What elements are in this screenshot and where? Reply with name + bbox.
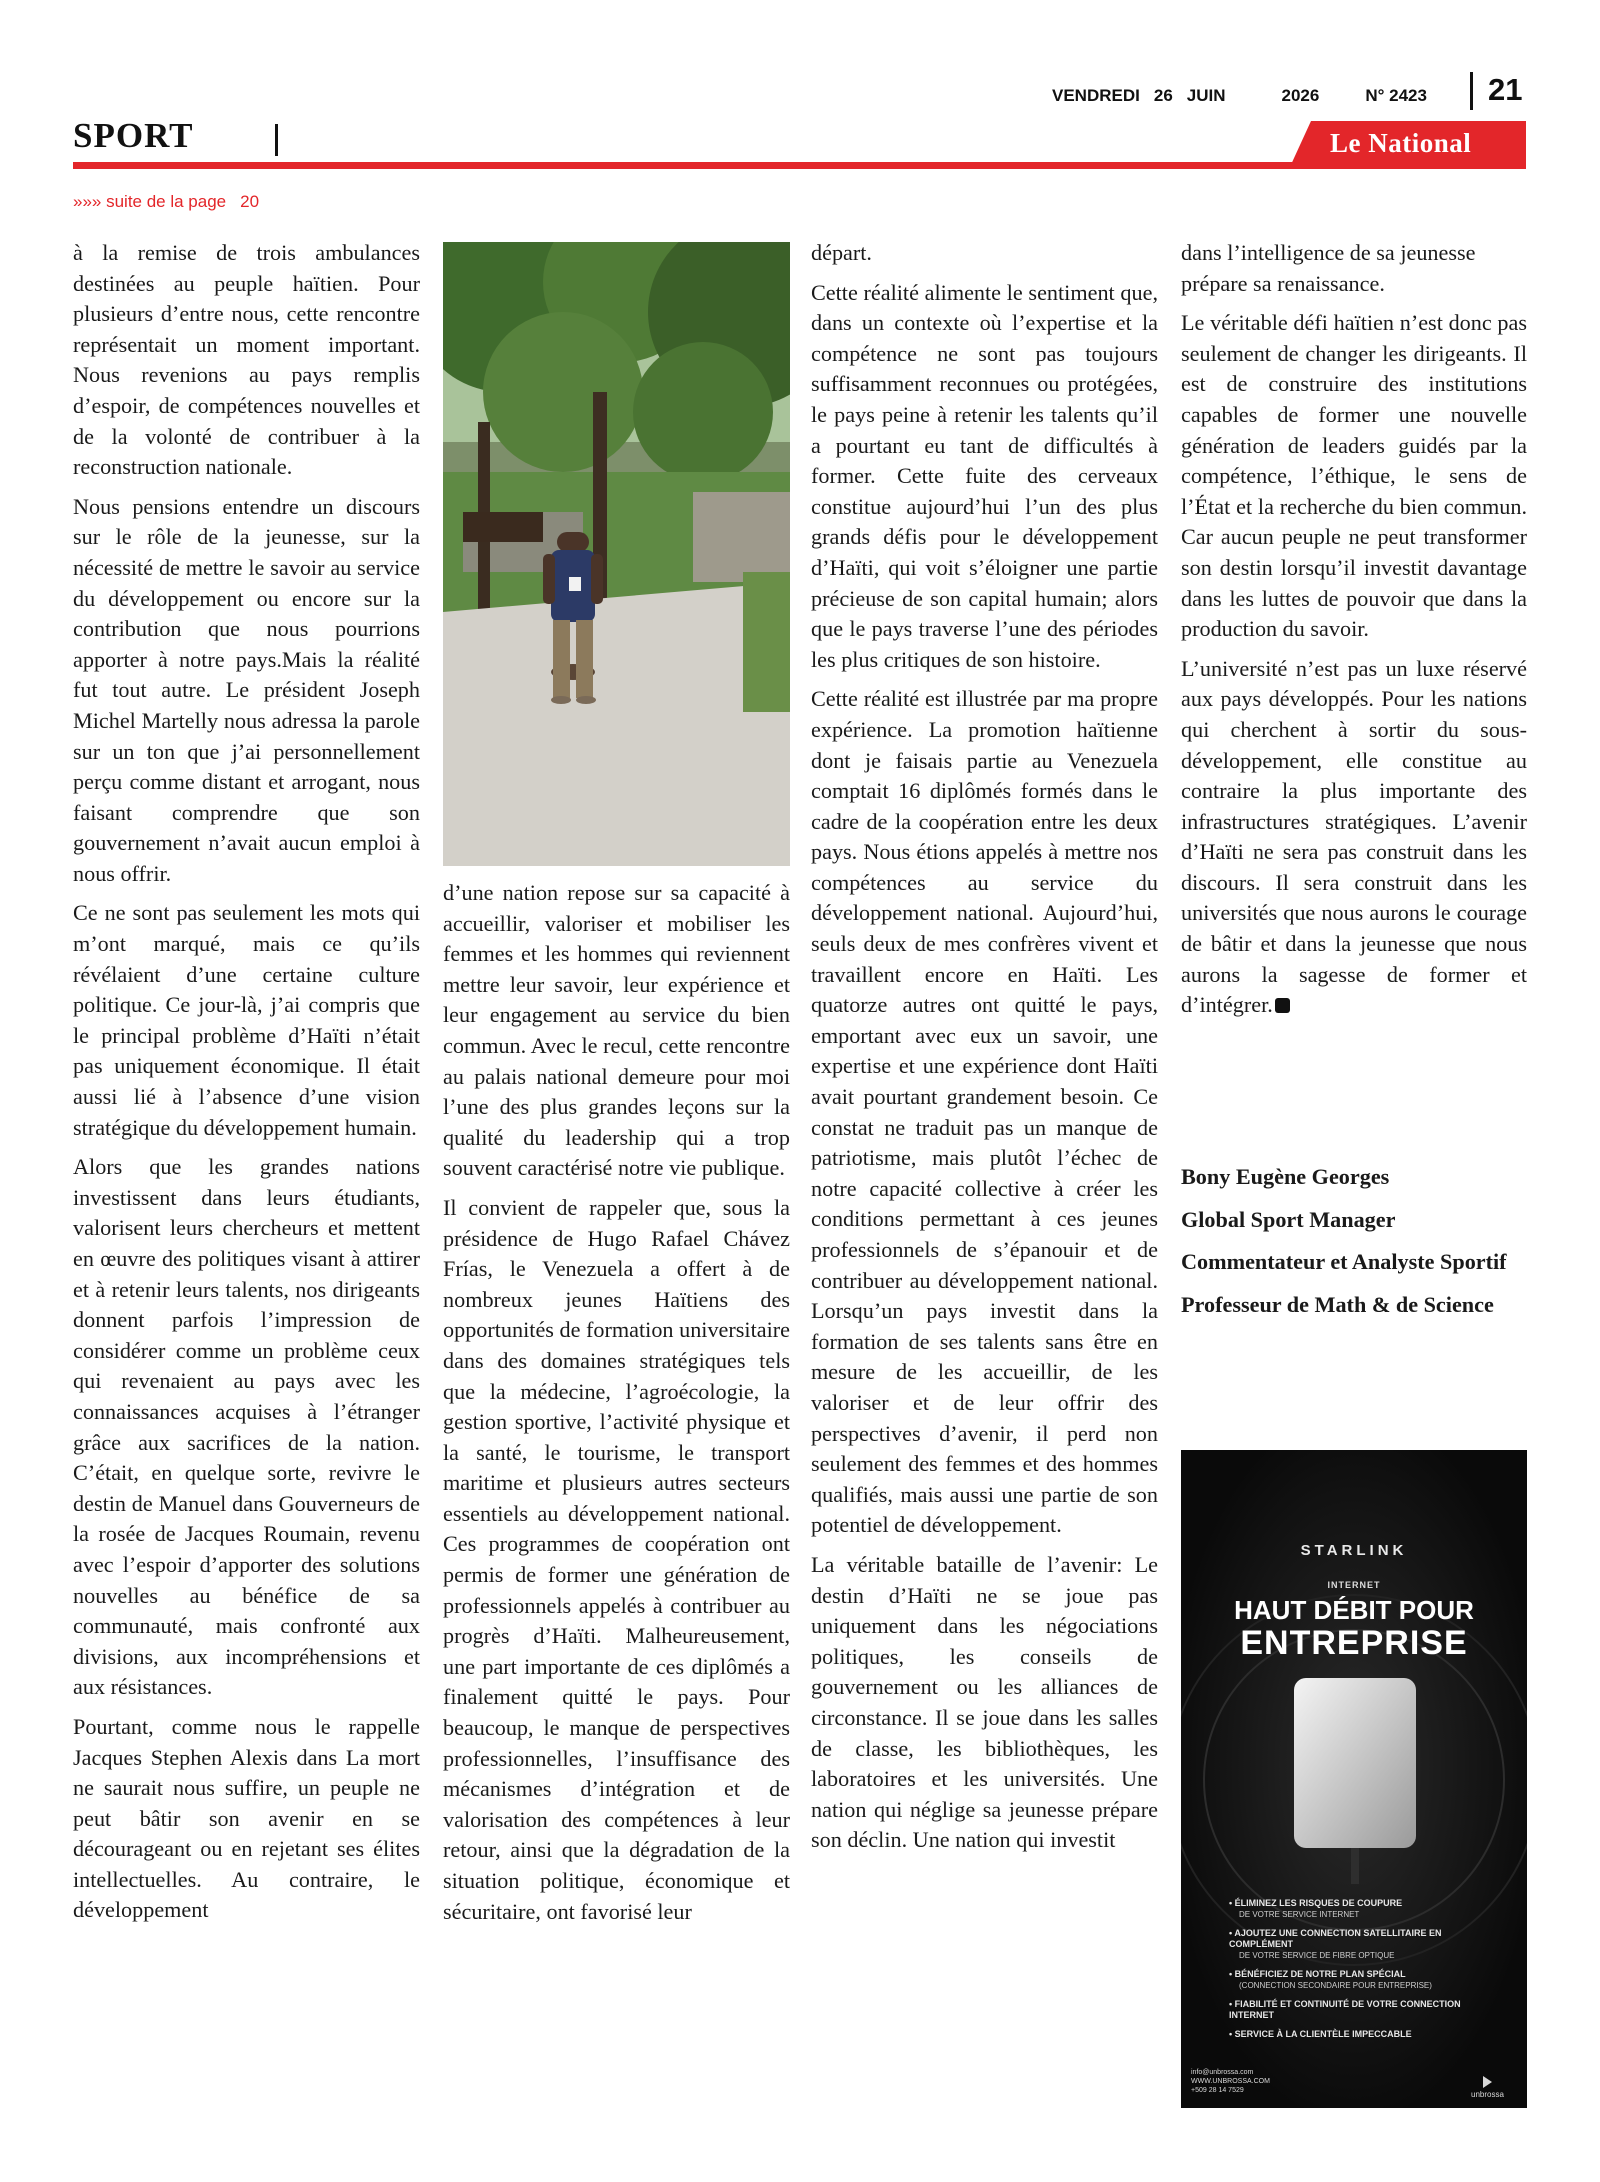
ad-brand: STARLINK	[1300, 1542, 1408, 1559]
brand-name: Le National	[1330, 128, 1472, 158]
paragraph: Ce ne sont pas seulement les mots qui m’ont marqué, mais ce qu’ils révélaient d’une certaine culture politique. Ce jour-là, j’ai compris que le principal problème d’Haïti n’était pas uniquement économique. Il était aussi lié à l’absence d’une vision stratégique du développement humain.	[73, 900, 420, 1140]
play-icon	[1483, 2076, 1492, 2088]
article-column-4	[1181, 238, 1527, 1030]
paragraph-text: L’université n’est pas un luxe réservé aux pays développés. Pour les nations qui cherchent à sortir du sous-développement, elle constitue au contraire la plus importante des infrastructures stratégiques. L’avenir d’Haïti ne sera pas construit dans les discours. Il sera construit dans les universités que nous aurons le courage de bâtir et dans la jeunesse que nous aurons la sagesse de former et d’intégrer.	[1181, 655, 1527, 1018]
author-title: Commentateur et Analyste Sportif	[1181, 1249, 1507, 1275]
paragraph: départ.	[811, 240, 872, 265]
article-column-2	[443, 878, 790, 1936]
ad-contact	[1191, 2068, 1270, 2095]
paragraph: Pourtant, comme nous le rappelle Jacques Stephen Alexis dans La mort ne saurait nous suffire, un peuple ne peut bâtir son avenir en se décourageant ou en rejetant ses élites intellectuelles. Au contraire, le développement	[73, 1713, 420, 1923]
paragraph: à la remise de trois ambulances destinées au peuple haïtien. Pour plusieurs d’entre nous, cette rencontre représentait un moment important. Nous revenions au pays remplis d’espoir, de compétences nouvelles et de la volonté de contribuer à la reconstruction nationale.	[73, 240, 420, 480]
article-column-3	[811, 238, 1158, 1865]
continued-prefix: »»» suite de la page	[73, 192, 227, 211]
end-mark-icon	[1275, 998, 1290, 1013]
issue-number: N° 2423	[1365, 86, 1427, 105]
paragraph: Cette réalité est illustrée par ma propre expérience. La promotion haïtienne dont je faisais partie au Venezuela comptait 16 diplômés formés dans le cadre de la coopération entre les deux pays. Nous étions appelés à mettre nos compétences au service du développement national. Aujourd’hui, seuls deux de mes confrères vivent et travaillent encore en Haïti. Les quatorze autres ont quitté le pays, emportant avec eux un savoir, une expertise et une expérience dont Haïti avait pourtant grandement besoin. Ce constat ne traduit pas un manque de patriotisme, mais plutôt l’échec de notre capacité collective à créer les conditions permettant à ces jeunes professionnels de s’épanouir et de contribuer au développement national. Lorsqu’un pays investit dans la formation de ses talents sans être en mesure de les accueillir, de les valoriser et de leur offrir des perspectives d’avenir, il perd non seulement des femmes et des hommes qualifiés, mais aussi une partie de son potentiel de développement.	[811, 686, 1158, 1538]
ad-bullet	[1229, 1969, 1499, 1991]
paragraph: Le véritable défi haïtien n’est donc pas seulement de changer les dirigeants. Il est de construire des institutions capables de former une nouvelle génération de leaders guidés par la compétence, l’éthique, le sens de l’État et la recherche du bien commun. Car aucun peuple ne peut transformer son destin lorsqu’il investit davantage dans les luttes de pouvoir que dans la production du savoir.	[1181, 310, 1527, 642]
author-name: Bony Eugène Georges	[1181, 1164, 1390, 1189]
paragraph	[1181, 654, 1527, 1021]
page-number: 21	[1488, 72, 1523, 107]
issue-month: JUIN	[1186, 86, 1226, 105]
paragraph: Il convient de rappeler que, sous la présidence de Hugo Rafael Chávez Frías, le Venezuela a offert à de nombreux jeunes Haïtiens des opportunités de formation universitaire dans des domaines stratégiques tels que la médecine, l’agroécologie, la gestion sportive, l’activité physique et la santé, le tourisme, le transport maritime et plusieurs autres secteurs essentiels au développement national. Ces programmes de coopération ont permis de former une génération de professionnels appelés à contribuer au progrès d’Haïti. Malheureusement, une part importante de ces diplômés a finalement quitté le pays. Pour beaucoup, le manque de perspectives professionnelles, l’insuffisance des mécanismes d’intégration et de valorisation des compétences à leur retour, ainsi que la dégradation de la situation politique, économique et sécuritaire, ont favorisé leur	[443, 1194, 790, 1924]
author-title: Global Sport Manager	[1181, 1206, 1396, 1232]
ad-kicker: INTERNET	[1327, 1580, 1381, 1590]
article-column-1	[73, 238, 420, 1935]
article-photo	[443, 242, 790, 866]
ad-headline: HAUT DÉBIT POUR	[1234, 1595, 1474, 1625]
ad-bullet-main: • SERVICE À LA CLIENTÈLE IMPECCABLE	[1229, 2029, 1412, 2039]
continued-from	[73, 192, 259, 212]
ad-bullet-sub: DE VOTRE SERVICE DE FIBRE OPTIQUE	[1239, 1951, 1395, 1960]
paragraph: d’une nation repose sur sa capacité à accueillir, valoriser et mobiliser les femmes et les hommes qui reviennent mettre leur savoir, leur expérience et leur engagement au service du bien commun. Avec le recul, cette rencontre au palais national demeure pour moi l’une des plus grandes leçons sur la qualité du leadership qui a trop souvent caractérisé notre vie publique.	[443, 880, 790, 1181]
ad-bullet-main: • BÉNÉFICIEZ DE NOTRE PLAN SPÉCIAL	[1229, 1969, 1406, 1979]
paragraph: La véritable bataille de l’avenir: Le destin d’Haïti ne se joue pas uniquement dans les négociations politiques, les conseils de gouvernement ou les alliances de circonstance. Il se joue dans les salles de classe, les bibliothèques, les laboratoires et les universités. Une nation qui néglige sa jeunesse prépare son déclin. Une nation qui investit	[811, 1551, 1158, 1853]
issue-date-day: 26	[1153, 86, 1173, 105]
ad-bullet-main: • FIABILITÉ ET CONTINUITÉ DE VOTRE CONNECTION INTERNET	[1229, 1999, 1461, 2020]
masthead-divider	[1470, 72, 1473, 110]
advertisement[interactable]	[1181, 1450, 1527, 2108]
ad-bullet-main: • ÉLIMINEZ LES RISQUES DE COUPURE	[1229, 1898, 1403, 1908]
ad-bullet-sub: (CONNECTION SECONDAIRE POUR ENTREPRISE)	[1239, 1981, 1432, 1990]
paragraph: Nous pensions entendre un discours sur le rôle de la jeunesse, sur la nécessité de mettre le savoir au service du développement ou encore sur la contribution que nous pourrions apporter à notre pays.Mais la réalité fut tout autre. Le président Joseph Michel Martelly nous adressa la parole sur un ton que j’ai personnellement perçu comme distant et arrogant, nous faisant comprendre que son gouvernement n’avait aucun emploi à nous offrir.	[73, 493, 420, 886]
paragraph: Alors que les grandes nations investissent dans leurs étudiants, valorisent leurs chercheurs et mettent en œuvre des politiques visant à attirer et à retenir leurs talents, nos dirigeants donnent parfois l’impression de considérer comme un problème ceux qui revenaient au pays avec les connaissances acquises à l’étranger grâce aux sacrifices de la nation. C’était, en quelque sorte, revivre le destin de Manuel dans Gouverneurs de la rosée de Jacques Roumain, revenu avec l’espoir d’apporter des solutions nouvelles au bénéfice de sa communauté, mais confronté aux divisions, aux incompréhensions et aux résistances.	[73, 1154, 420, 1700]
ad-bullet	[1229, 2029, 1499, 2040]
issue-year: 2026	[1281, 86, 1320, 105]
paragraph: dans l’intelligence de sa jeunesse prépare sa renaissance.	[1181, 240, 1476, 296]
ad-bullet-list	[1229, 1898, 1499, 2048]
ad-bullet-main: • AJOUTEZ UNE CONNECTION SATELLITAIRE EN COMPLÉMENT	[1229, 1928, 1442, 1949]
issue-meta	[1052, 86, 1441, 108]
ad-logo-text: unbrossa	[1471, 2090, 1504, 2099]
author-title: Professeur de Math & de Science	[1181, 1291, 1494, 1317]
ad-bullet	[1229, 1999, 1499, 2021]
section-title: SPORT	[73, 116, 194, 155]
paragraph: Cette réalité alimente le sentiment que, dans un contexte où l’expertise et la compétence ne sont pas toujours suffisamment reconnues ou protégées, le pays peine à retenir les talents qu’il a pourtant eu tant de difficultés à former. Cette fuite des cerveaux constitue aujourd’hui l’un des plus grands défis pour le développement d’Haïti, qui voit s’éloigner une partie précieuse de son capital humain; alors que le pays traverse l’une des périodes les plus critiques de son histoire.	[811, 279, 1158, 672]
ad-email: info@unbrossa.com	[1191, 2069, 1254, 2076]
continued-page: 20	[240, 192, 260, 211]
ad-website: WWW.UNBROSSA.COM	[1191, 2078, 1270, 2085]
ad-phone: +509 28 14 7529	[1191, 2087, 1244, 2094]
author-signature	[1181, 1162, 1527, 1332]
ad-bullet	[1229, 1928, 1499, 1961]
section-divider	[275, 124, 278, 156]
ad-headline-emphasis: ENTREPRISE	[1240, 1624, 1468, 1662]
ad-bullet-sub: DE VOTRE SERVICE INTERNET	[1239, 1910, 1360, 1919]
issue-day: VENDREDI	[1052, 86, 1140, 105]
ad-bullet	[1229, 1898, 1499, 1920]
ad-logo	[1471, 2076, 1504, 2099]
